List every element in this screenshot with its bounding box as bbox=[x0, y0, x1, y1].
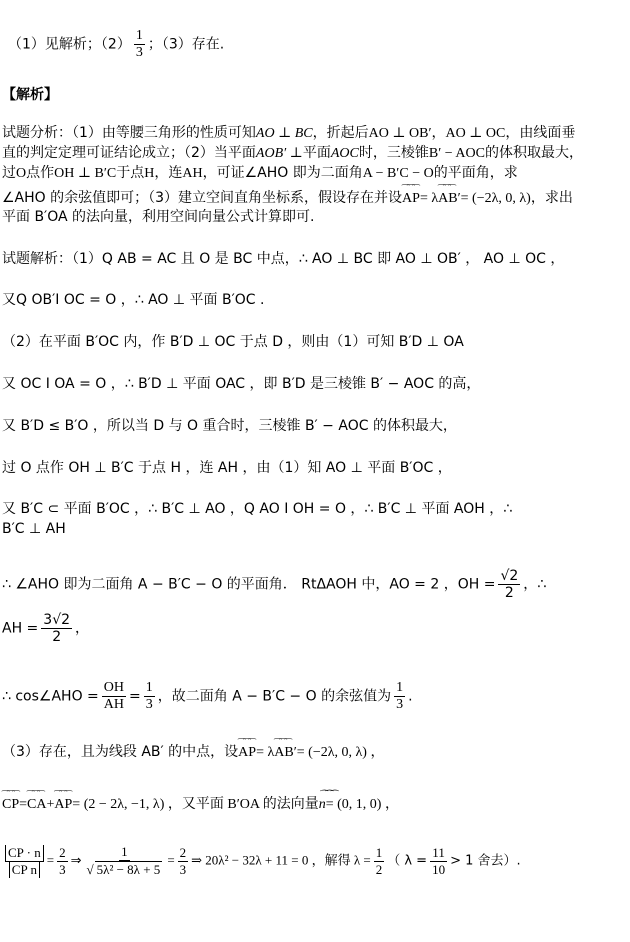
text: ，可证∠AHO 即为二面角 bbox=[202, 165, 363, 181]
fraction bbox=[374, 845, 385, 878]
fraction bbox=[430, 845, 447, 878]
solution-line-8: B′C ⊥ AH bbox=[2, 521, 66, 537]
frac-den: 3 bbox=[145, 697, 153, 712]
frac-num: 1 bbox=[135, 28, 143, 43]
text: （ λ = bbox=[387, 853, 428, 869]
text: 过 bbox=[2, 165, 16, 181]
fraction bbox=[394, 680, 405, 713]
solution-line-12 bbox=[2, 740, 384, 762]
text: AH = bbox=[2, 620, 39, 637]
answer-text-3: ；（3）存在. bbox=[147, 36, 225, 53]
text: ， bbox=[431, 125, 446, 141]
math: A − B′C − O bbox=[362, 166, 434, 181]
math: AH bbox=[182, 166, 203, 181]
text: 的平面角，求 bbox=[433, 165, 518, 181]
math: = bbox=[19, 797, 28, 812]
math: AO ⊥ OB′ bbox=[368, 126, 432, 141]
answer-line bbox=[8, 28, 224, 61]
analysis-line-4 bbox=[2, 186, 573, 208]
math: AOB′ ⊥ bbox=[255, 146, 303, 161]
math: AO ⊥ OC bbox=[445, 126, 506, 141]
vector-ab: ⁀⁀⁀ AB′ bbox=[274, 740, 297, 762]
analysis-line-2 bbox=[2, 144, 583, 163]
frac-num: CP · n bbox=[5, 845, 44, 862]
math: B′ − AOC bbox=[428, 146, 485, 161]
frac-den: 2 bbox=[52, 629, 62, 645]
analysis-line-5: 平面 B′OA 的法向量，利用空间向量公式计算即可. bbox=[2, 209, 315, 225]
vector-ap: ⁀⁀⁀ AP bbox=[54, 792, 72, 814]
solution-line-2: 又Q OB′I OC = O ，∴ AO ⊥ 平面 B′OC . bbox=[2, 292, 265, 308]
text: ，连 bbox=[154, 165, 183, 181]
text: ∠AHO 的余弦值即可；（3）建立空间直角坐标系，假设存在并设 bbox=[2, 190, 403, 206]
solution-line-13 bbox=[2, 792, 399, 814]
vector-cp: ⁀⁀⁀ CP bbox=[2, 792, 19, 814]
frac-den: 2 bbox=[375, 861, 383, 877]
text: ∴ ∠AHO 即为二面角 A − B′C − O 的平面角． RtΔAOH 中，AO = 2 ，OH = bbox=[2, 576, 496, 593]
text: 于点 bbox=[116, 165, 145, 181]
math: ⇒ 20λ² − 32λ + 11 = 0 ，解得 λ = bbox=[191, 852, 371, 868]
math: = (−2λ, 0, λ) bbox=[460, 191, 531, 206]
frac-num: 3√2 bbox=[43, 612, 71, 628]
frac-den: 10 bbox=[432, 861, 446, 877]
fraction bbox=[178, 845, 189, 878]
fraction bbox=[498, 568, 520, 601]
answer-text-1: （1）见解析；（2） bbox=[8, 36, 131, 53]
frac-den: 3 bbox=[179, 861, 187, 877]
math: = bbox=[167, 852, 175, 868]
frac-den: 3 bbox=[135, 45, 143, 60]
text: ，折起后 bbox=[312, 125, 369, 141]
frac-num: 1 bbox=[121, 844, 128, 859]
fraction bbox=[102, 680, 126, 713]
frac-den: 3 bbox=[59, 861, 66, 877]
vector-ab: ⁀⁀⁀ AB′ bbox=[438, 186, 461, 208]
text: ，由线面垂 bbox=[505, 125, 576, 141]
fraction bbox=[41, 612, 72, 645]
text: （3）存在，且为线段 AB′ 的中点，设 bbox=[2, 744, 239, 760]
text: ，故二面角 A − B′C − O 的余弦值为 bbox=[157, 688, 392, 705]
frac-num: 1 bbox=[396, 680, 404, 695]
radicand: 5λ² − 8λ + 5 bbox=[96, 862, 161, 877]
frac-den: CP n bbox=[9, 862, 40, 878]
fraction bbox=[57, 845, 68, 878]
frac-den: √ 5λ² − 8λ + 5 bbox=[86, 862, 161, 877]
math: AOC bbox=[330, 146, 359, 161]
math: AO ⊥ BC bbox=[255, 126, 313, 141]
text: ，∴ bbox=[523, 576, 547, 593]
math: = (−2λ, 0, λ) ， bbox=[296, 745, 385, 760]
solution-line-1: 试题解析：（1）Q AB = AC 且 O 是 BC 中点，∴ AO ⊥ BC 即 AO ⊥ OB′ ， AO ⊥ OC ， bbox=[2, 251, 565, 267]
frac-den: AH bbox=[103, 697, 125, 712]
analysis-line-1 bbox=[2, 124, 575, 143]
math: = λ bbox=[256, 745, 275, 760]
frac-num: 1 bbox=[145, 680, 153, 695]
answer-fraction bbox=[134, 28, 145, 61]
math: = (0, 1, 0) ， bbox=[325, 797, 399, 812]
math: H bbox=[144, 166, 155, 181]
text: 试题分析：（1）由等腰三角形的性质可知 bbox=[2, 125, 256, 141]
text: ⇒ bbox=[70, 853, 82, 869]
text: . bbox=[408, 688, 413, 705]
frac-num: 11 bbox=[432, 844, 445, 860]
frac-num: 2 bbox=[179, 844, 187, 860]
vector-ap: ⁀⁀⁀ AP bbox=[238, 740, 256, 762]
solution-line-11 bbox=[2, 680, 413, 713]
frac-num: OH bbox=[103, 680, 125, 695]
text: 直的判定定理可证结论成立；（2）当平面 bbox=[2, 145, 256, 161]
fraction bbox=[144, 680, 155, 713]
math: OH ⊥ B′C bbox=[54, 166, 117, 181]
math: = λ bbox=[419, 191, 439, 206]
math: + bbox=[46, 797, 55, 812]
solution-line-6: 过 O 点作 OH ⊥ B′C 于点 H ，连 AH ，由（1）知 AO ⊥ 平面 B′OC ， bbox=[2, 460, 452, 476]
fraction bbox=[5, 845, 44, 878]
frac-den: 2 bbox=[504, 585, 514, 601]
frac-num: 1 bbox=[375, 844, 383, 860]
math: = (2 − 2λ, −1, λ) ，又平面 B′OA 的法向量 bbox=[72, 797, 319, 812]
text: = bbox=[129, 688, 141, 705]
frac-num: 2 bbox=[59, 844, 66, 860]
solution-line-10 bbox=[2, 612, 89, 645]
solution-line-5: 又 B′D ≤ B′O ，所以当 D 与 O 重合时，三棱锥 B′ − AOC 的体积最大， bbox=[2, 418, 457, 434]
text: 点作 bbox=[26, 165, 55, 181]
solution-line-7: 又 B′C ⊂ 平面 B′OC ，∴ B′C ⊥ AO ，Q AO I OH = O ，∴ B′C ⊥ 平面 AOH ，∴ bbox=[2, 501, 513, 517]
frac-num: √2 bbox=[500, 568, 519, 584]
text: 的体积取最大， bbox=[484, 145, 583, 161]
vector-ap: ⁀⁀⁀ AP bbox=[402, 186, 420, 208]
fraction bbox=[85, 844, 165, 878]
solution-line-9 bbox=[2, 568, 546, 601]
vector-ca: ⁀⁀⁀ CA bbox=[27, 792, 46, 814]
solution-line-3: （2）在平面 B′OC 内，作 B′D ⊥ OC 于点 D ，则由（1）可知 B′D ⊥ OA bbox=[2, 334, 464, 350]
text: ， bbox=[75, 620, 90, 637]
frac-den: 3 bbox=[396, 697, 404, 712]
section-header: 【解析】 bbox=[2, 87, 58, 103]
solution-line-14 bbox=[2, 844, 521, 878]
text: ，求出 bbox=[530, 190, 573, 206]
math: = bbox=[46, 852, 55, 868]
text: ∴ cos∠AHO = bbox=[2, 688, 99, 705]
text: 平面 bbox=[302, 145, 331, 161]
text: 时，三棱锥 bbox=[358, 145, 429, 161]
math: O bbox=[16, 166, 27, 181]
text: > 1 舍去）. bbox=[450, 853, 521, 869]
vector-n: ⁀⁀⁀ n bbox=[319, 792, 326, 814]
solution-line-4: 又 OC I OA = O ，∴ B′D ⊥ 平面 OAC ，即 B′D 是三棱锥 B′ − AOC 的高， bbox=[2, 376, 481, 392]
